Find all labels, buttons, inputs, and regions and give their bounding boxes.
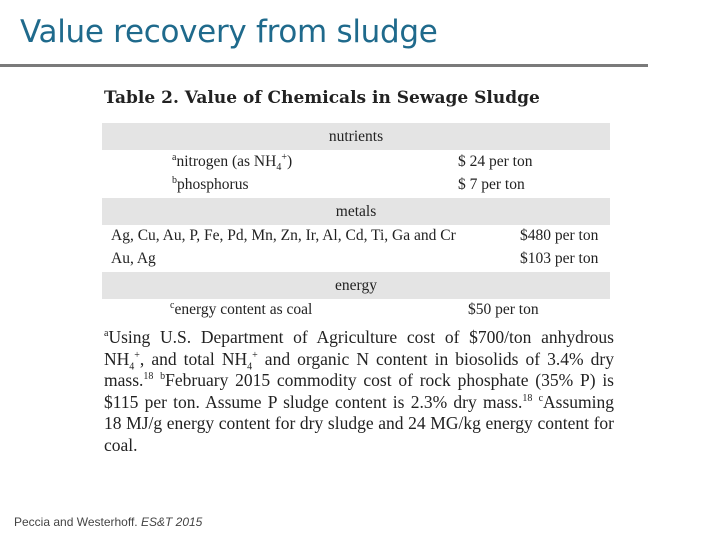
footnote-c-text: Assuming 18 MJ/g energy content for dry sludge and 24 MG/kg energy content for coal. [104, 391, 615, 455]
subscript: 4 [129, 361, 135, 372]
row-phosphorus-value: $ 7 per ton [458, 176, 525, 193]
row-metals-label: Ag, Cu, Au, P, Fe, Pd, Mn, Zn, Ir, Al, Cd, Ti, Ga and Cr [111, 227, 456, 244]
reference-number: 18 [522, 392, 533, 404]
section-header-metals: metals [102, 198, 610, 225]
slide-title: Value recovery from sludge [20, 14, 438, 50]
footnote-b-text: February 2015 commodity cost of rock phosphate (35% P) is $115 per ton. Assume P sludge content is 2.3% dry mass. [104, 370, 614, 412]
footnote-a-text: , and total NH [139, 348, 248, 369]
row-label: phosphorus [177, 176, 249, 193]
subscript: 4 [247, 361, 253, 372]
row-label: energy content as coal [174, 301, 313, 318]
superscript: + [252, 349, 258, 361]
footnote-mark-b: b [160, 371, 166, 383]
footnote-mark: c [170, 299, 175, 311]
footnote-mark: a [172, 151, 177, 163]
superscript: + [281, 151, 287, 163]
reference-number: 18 [143, 371, 154, 383]
citation-journal: ES&T 2015 [140, 515, 203, 529]
section-header-nutrients: nutrients [102, 123, 610, 150]
footnote-a-text: and organic N content in biosolids of 3.4% dry mass. [104, 348, 614, 390]
row-nitrogen-label [172, 151, 293, 174]
row-au-ag-value: $103 per ton [520, 250, 599, 267]
footnote-mark-a: a [104, 328, 109, 340]
section-header-energy: energy [102, 272, 610, 299]
footnote-a-text: Using U.S. Department of Agriculture cost of $700/ton anhydrous NH [104, 327, 614, 369]
row-metals-value: $480 per ton [520, 227, 599, 244]
subscript: 4 [276, 162, 282, 174]
citation [14, 515, 202, 529]
citation-authors: Peccia and Westerhoff. [14, 515, 141, 529]
table-title: Table 2. Value of Chemicals in Sewage Sludge [104, 88, 540, 108]
row-au-ag-label: Au, Ag [111, 250, 156, 267]
superscript: + [134, 349, 140, 361]
title-divider [0, 64, 648, 67]
row-nitrogen-value: $ 24 per ton [458, 153, 533, 170]
row-phosphorus-label [172, 176, 248, 194]
row-energy-label [170, 301, 312, 319]
footnote-mark-c: c [538, 392, 544, 404]
footnote-mark: b [172, 174, 177, 186]
row-energy-value: $50 per ton [468, 301, 539, 318]
table-footnotes [104, 327, 614, 456]
row-label-end: ) [286, 153, 293, 170]
row-label: nitrogen (as NH [176, 153, 277, 170]
